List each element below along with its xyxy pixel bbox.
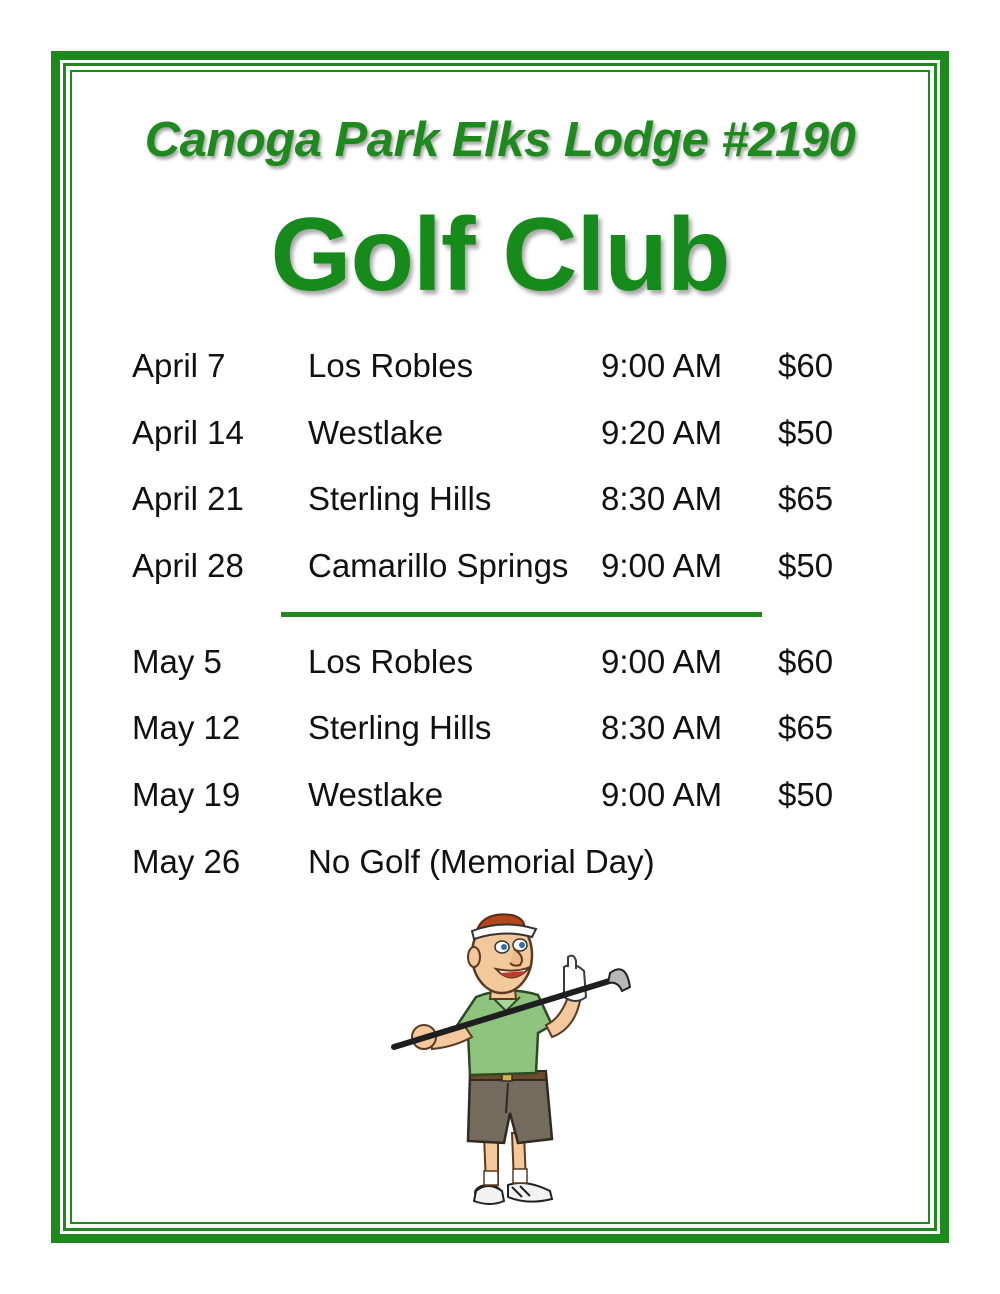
schedule-fee: $50 [778,547,834,584]
schedule-course: No Golf (Memorial Day) [308,843,655,880]
schedule-time: 8:30 AM [601,709,723,746]
schedule-row [0,776,1000,820]
schedule-row [0,547,1000,591]
schedule-course: Los Robles [308,347,474,384]
schedule-course: Sterling Hills [308,709,492,746]
schedule-fee: $60 [778,643,834,680]
schedule-date: May 5 [132,643,222,680]
schedule-fee: $65 [778,480,834,517]
schedule-row [0,480,1000,524]
schedule-fee: $65 [778,709,834,746]
schedule-course: Los Robles [308,643,474,680]
schedule-time: 9:00 AM [601,347,723,384]
schedule-course: Westlake [308,414,444,451]
golfer-cartoon-icon [380,905,640,1225]
schedule-time: 8:30 AM [601,480,723,517]
schedule-course: Sterling Hills [308,480,492,517]
schedule-time: 9:00 AM [601,643,723,680]
month-divider [281,612,762,617]
schedule-row [0,709,1000,753]
schedule-row [0,347,1000,391]
schedule-time: 9:20 AM [601,414,723,451]
schedule-date: May 19 [132,776,241,813]
lodge-title: Canoga Park Elks Lodge #2190 [144,113,856,167]
schedule-row [0,414,1000,458]
schedule-date: April 28 [132,547,244,584]
schedule-row [0,643,1000,687]
schedule-course: Camarillo Springs [308,547,569,584]
club-title: Golf Club [270,197,730,313]
schedule-fee: $50 [778,776,834,813]
schedule-time: 9:00 AM [601,547,723,584]
schedule-fee: $50 [778,414,834,451]
schedule-date: April 14 [132,414,244,451]
schedule-date: April 7 [132,347,226,384]
schedule-date: May 12 [132,709,241,746]
schedule-row [0,843,1000,887]
schedule-date: May 26 [132,843,241,880]
schedule-time: 9:00 AM [601,776,723,813]
schedule-course: Westlake [308,776,444,813]
schedule-date: April 21 [132,480,244,517]
schedule-fee: $60 [778,347,834,384]
